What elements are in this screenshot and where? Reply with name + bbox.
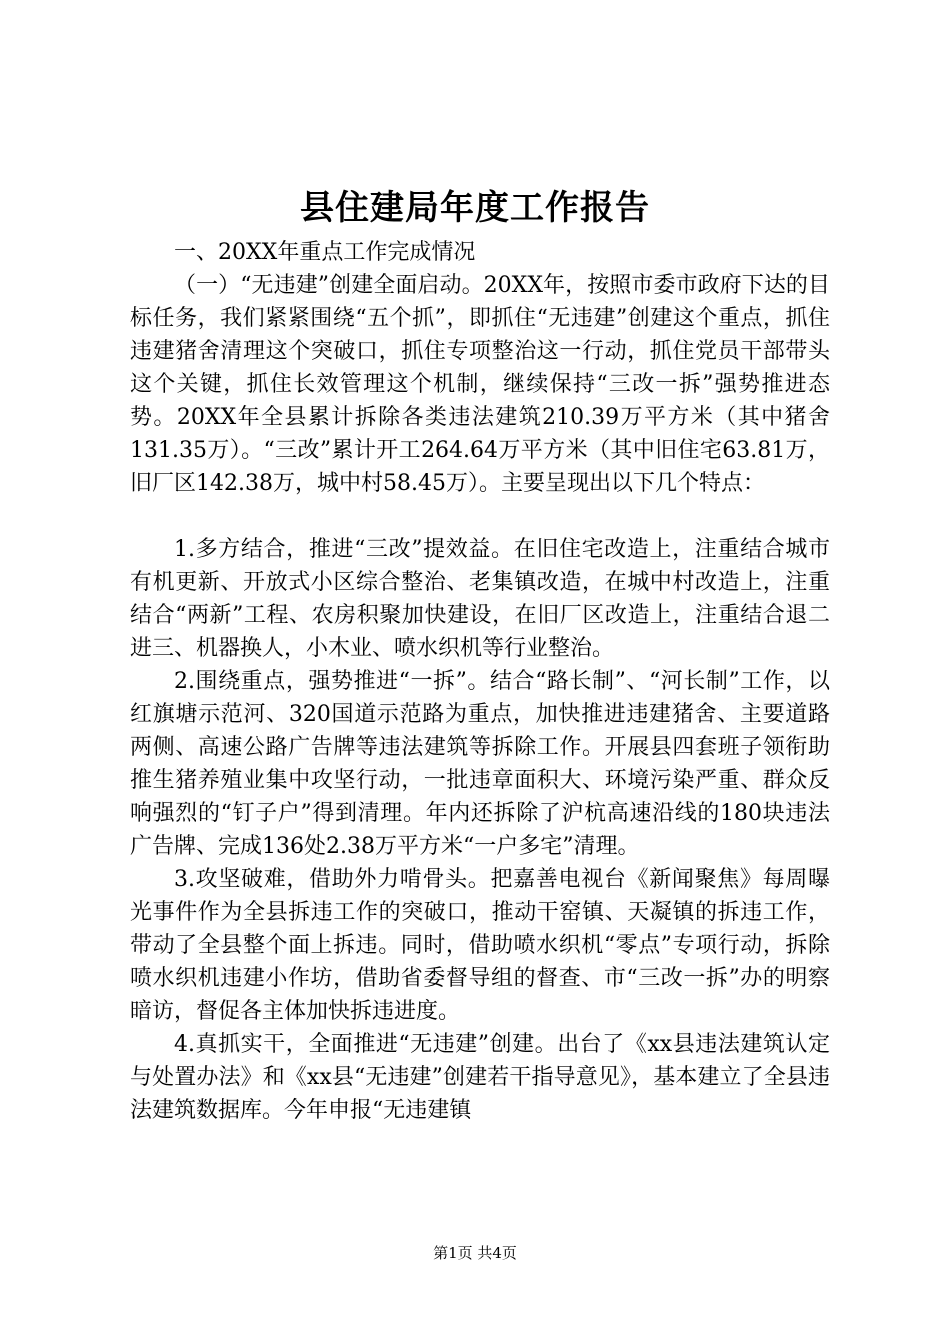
document-title: 县住建局年度工作报告 [300, 188, 650, 228]
paragraph-gap [130, 500, 830, 533]
paragraph-point-4: 4.真抓实干，全面推进“无违建”创建。出台了《xx县违法建筑认定与处置办法》和《xx县“无违建”创建若干指导意见》，基本建立了全县违法建筑数据库。今年申报“无违建镇 [130, 1032, 830, 1123]
paragraph-point-3: 3.攻坚破难，借助外力啃骨头。把嘉善电视台《新闻聚焦》每周曝光事件作为全县拆违工作的突破口，推动干窑镇、天凝镇的拆违工作，带动了全县整个面上拆违。同时，借助喷水织机“零点”专项行动，拆除喷水织机违建小作坊，借助省委督导组的督查、市“三改一拆”办的明察暗访，督促各主体加快拆违进度。 [130, 867, 830, 1024]
paragraph-intro: （一）“无违建”创建全面启动。20XX年，按照市委市政府下达的目标任务，我们紧紧围绕“五个抓”，即抓住“无违建”创建这个重点，抓住违建猪舍清理这个突破口，抓住专项整治这一行动，抓住党员干部带头这个关键，抓住长效管理这个机制，继续保持“三改一拆”强势推进态势。20XX年全县累计拆除各类违法建筑210.39万平方米（其中猪舍131.35万）。“三改”累计开工264.64万平方米（其中旧住宅63.81万，旧厂区142.38万，城中村58.45万）。主要呈现出以下几个特点： [130, 273, 830, 496]
section-heading: 一、20XX年重点工作完成情况 [174, 240, 476, 265]
document-body [130, 236, 830, 1127]
page-indicator: 第1页 共4页 [433, 1244, 517, 1262]
paragraph-point-2: 2.围绕重点，强势推进“一拆”。结合“路长制”、“河长制”工作，以红旗塘示范河、320国道示范路为重点，加快推进违建猪舍、主要道路两侧、高速公路广告牌等违法建筑等拆除工作。开展县四套班子领衔助推生猪养殖业集中攻坚行动，一批违章面积大、环境污染严重、群众反响强烈的“钉子户”得到清理。年内还拆除了沪杭高速沿线的180块违法广告牌、完成136处2.38万平方米“一户多宅”清理。 [130, 669, 830, 859]
paragraph-point-1: 1.多方结合，推进“三改”提效益。在旧住宅改造上，注重结合城市有机更新、开放式小区综合整治、老集镇改造，在城中村改造上，注重结合“两新”工程、农房积聚加快建设，在旧厂区改造上，注重结合退二进三、机器换人，小木业、喷水织机等行业整治。 [130, 537, 830, 661]
